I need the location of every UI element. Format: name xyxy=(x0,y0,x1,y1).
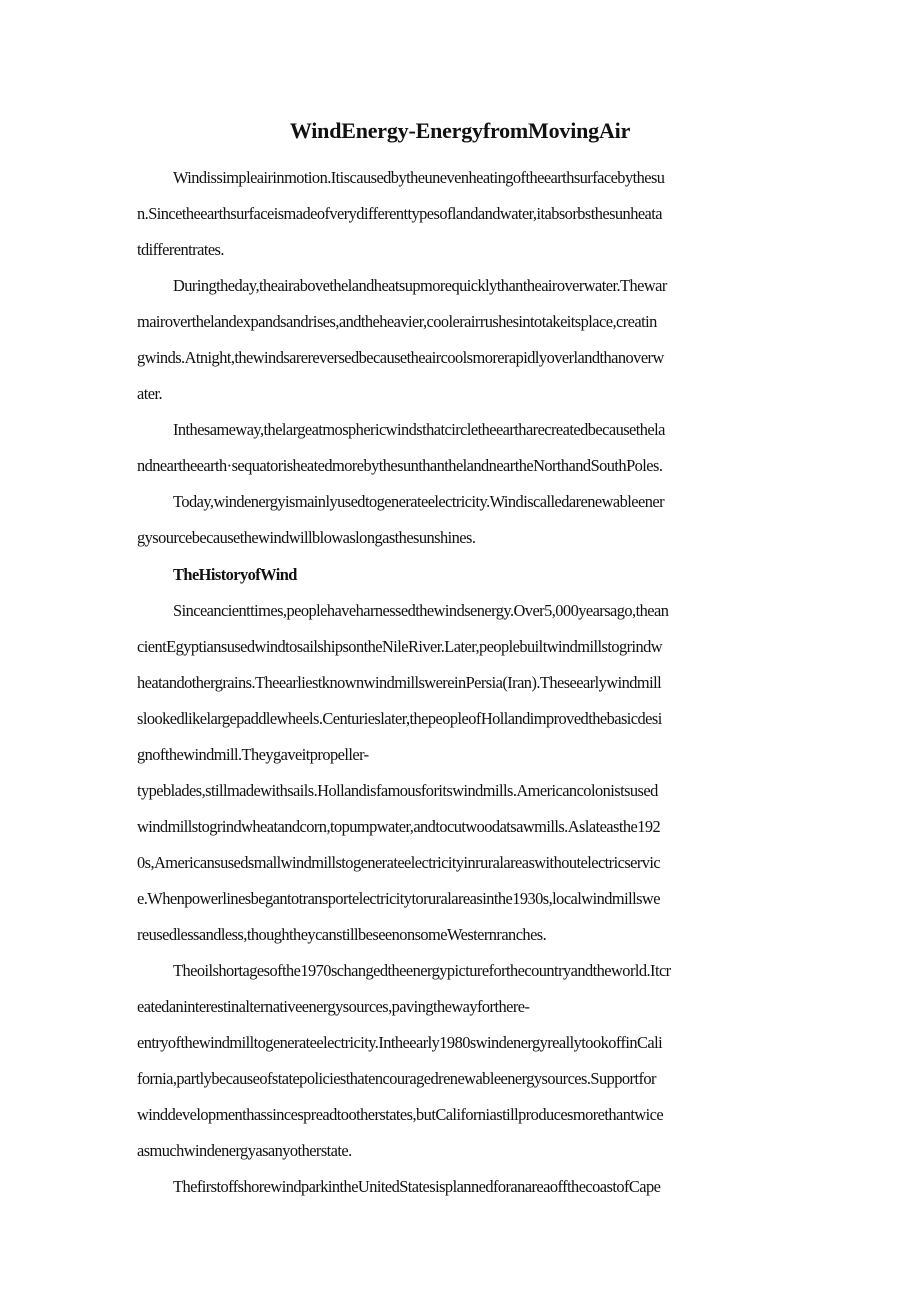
text-line: Windissimpleairinmotion.Itiscausedbytheunevenheatingoftheearthsurfacebythesu xyxy=(173,168,665,187)
text-line: Inthesameway,thelargeatmosphericwindsthatcircletheeartharecreatedbecausethela xyxy=(173,420,665,439)
text-line: ater. xyxy=(137,384,163,403)
section-heading: TheHistoryofWind xyxy=(173,565,297,584)
text-line: Today,windenergyismainlyusedtogenerateelectricity.Windiscalledarenewableener xyxy=(173,492,664,511)
text-line: cientEgyptiansusedwindtosailshipsontheNileRiver.Later,peoplebuiltwindmillstogrindw xyxy=(137,637,663,656)
text-line: winddevelopmenthassincespreadtootherstates,butCaliforniastillproducesmorethantwice xyxy=(137,1105,664,1124)
text-line: gnofthewindmill.Theygaveitpropeller- xyxy=(137,745,369,764)
text-line: asmuchwindenergyasanyotherstate. xyxy=(137,1141,352,1160)
text-line: fornia,partlybecauseofstatepoliciesthatencouragedrenewableenergysources.Supportfor xyxy=(137,1069,656,1088)
text-line: tdifferentrates. xyxy=(137,240,224,259)
text-line: ThefirstoffshorewindparkintheUnitedStatesisplannedforanareaoffthecoastofCape xyxy=(173,1177,661,1196)
text-line: windmillstogrindwheatandcorn,topumpwater,andtocutwoodatsawmills.Aslateasthe192 xyxy=(137,817,661,836)
text-line: Theoilshortagesofthe1970schangedtheenergypictureforthecountryandtheworld.Itcr xyxy=(173,961,671,980)
document-title: WindEnergy-EnergyfromMovingAir xyxy=(289,118,631,143)
text-line: gysourcebecausethewindwillblowaslongasthesunshines. xyxy=(137,528,476,547)
text-line: reusedlessandless,thoughtheycanstillbeseenonsomeWesternranches. xyxy=(137,925,547,944)
text-line: gwinds.Atnight,thewindsarereversedbecausetheaircoolsmorerapidlyoverlandthanoverw xyxy=(137,348,664,367)
text-line: ndneartheearth·sequatorisheatedmorebythesunthanthelandneartheNorthandSouthPoles. xyxy=(137,456,663,475)
text-line: eatedaninterestinalternativeenergysources,pavingthewayforthere- xyxy=(137,997,530,1016)
text-line: typeblades,stillmadewithsails.Hollandisfamousforitswindmills.Americancolonistsused xyxy=(137,781,658,800)
text-line: Sinceancienttimes,peoplehaveharnessedthewindsenergy.Over5,000yearsago,thean xyxy=(173,601,669,620)
text-line: slookedlikelargepaddlewheels.Centurieslater,thepeopleofHollandimprovedthebasicdesi xyxy=(137,709,662,728)
text-line: n.Sincetheearthsurfaceismadeofverydifferenttypesoflandandwater,itabsorbsthesunheata xyxy=(137,204,663,223)
text-line: e.Whenpowerlinesbegantotransportelectricitytoruralareasinthe1930s,localwindmillswe xyxy=(137,889,660,908)
text-line: 0s,Americansusedsmallwindmillstogenerateelectricityinruralareaswithoutelectricservic xyxy=(137,853,661,872)
text-line: heatandothergrains.TheearliestknownwindmillswereinPersia(Iran).Theseearlywindmill xyxy=(137,673,662,692)
text-line: mairoverthelandexpandsandrises,andtheheavier,coolerairrushesintotakeitsplace,creatin xyxy=(137,312,657,331)
text-line: Duringtheday,theairabovethelandheatsupmorequicklythantheairoverwater.Thewar xyxy=(173,276,667,295)
text-line: entryofthewindmilltogenerateelectricity.Intheearly1980swindenergyreallytookoffinCali xyxy=(137,1033,663,1052)
